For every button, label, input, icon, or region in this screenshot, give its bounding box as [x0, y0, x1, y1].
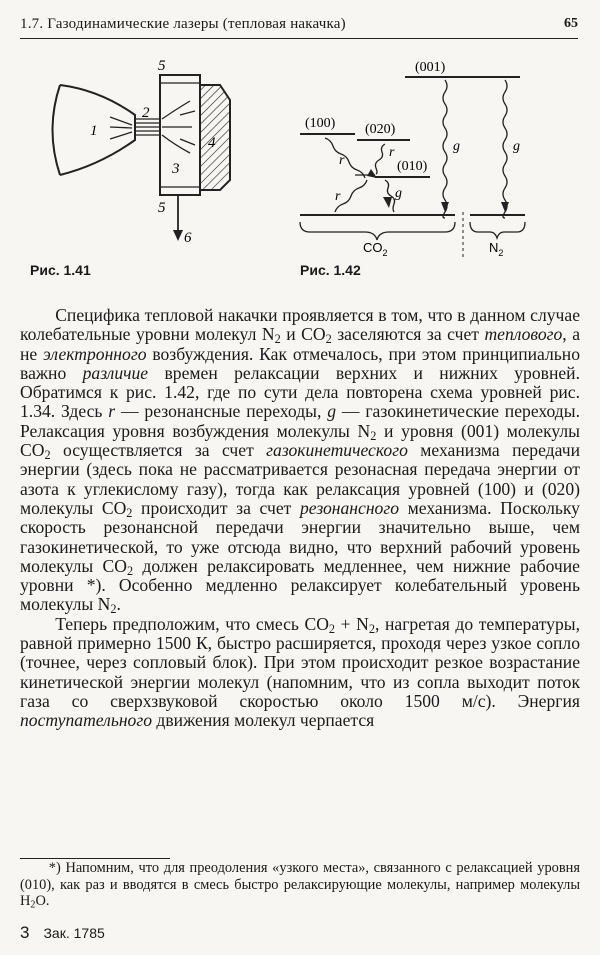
label-level-020: (020) — [365, 122, 396, 137]
label-g-010: g — [395, 186, 402, 201]
label-3: 3 — [172, 161, 180, 177]
label-r-100: r — [339, 153, 345, 168]
paragraph-1: Специфика тепловой накачки проявляется в том, что в данном случае колебательные уровни молекул $N_2$ и $CO_2$ заселяются за счет теплового, а не электронного возбуждения. Как отмечалось, при этом принципиально важно различие времен релаксации верхних и нижних уровней. Обратимся к рис. 1.42, где по сути дела повторена схема уровней рис. 1.34. Здесь r — резонансные переходы, g — газокинетические переходы. Релаксация уровня возбуждения молекулы $N_2$ и уровня (001) молекулы $CO_2$ осуществляется за счет газокинетического механизма передачи энергии (здесь пока не рассматривается резонасная передача энергии от азота к углекислому газу), тогда как релаксация уровней (100) и (020) молекулы $CO_2$ происходит за счет резонансного механизма. Поскольку скорость резонансной передачи энергии значительно выше, чем газокинетической, то уже отсюда видно, что верхний рабочий уровень молекулы $CO_2$ должен релаксировать медленнее, чем нижние рабочие уровни *). Особенно медленно релаксирует колебательный уровень молекулы $N_2$. — [20, 305, 581, 617]
label-5-bottom: 5 — [158, 200, 166, 216]
label-5-top: 5 — [158, 58, 166, 74]
footnote-rule — [20, 858, 170, 859]
brace-n2 — [470, 222, 525, 238]
nozzle-horn — [60, 85, 135, 175]
paragraph-2: Теперь предположим, что смесь $CO_2 + N_2$, нагретая до температуры, равной примерно 1500 К, быстро расширяется, проходя через узкое сопло (точнее, через сопловый блок). При этом происходит резкое возрастание кинетической энергии молекул (напомним, что из сопла выходит поток газа со сверхзвуковой скоростью около 1500 м/с). Энергия поступательного движения молекул черпается — [20, 613, 580, 731]
transition-r-100 — [325, 138, 365, 178]
label-g-001: g — [453, 139, 460, 154]
label-4: 4 — [208, 135, 216, 151]
label-1: 1 — [90, 123, 98, 139]
label-level-010: (010) — [397, 159, 428, 174]
label-6: 6 — [184, 230, 192, 246]
transition-g-n2 — [503, 80, 507, 218]
label-2: 2 — [142, 105, 150, 121]
transition-r-020 — [375, 144, 385, 174]
transition-g-001 — [443, 80, 447, 218]
label-g-n2: g — [513, 139, 520, 154]
transition-g-010 — [385, 180, 395, 212]
figure-1-42 — [295, 52, 565, 267]
page-number: 65 — [564, 16, 578, 31]
label-r-020: r — [389, 145, 395, 160]
label-level-100: (100) — [305, 116, 336, 131]
label-level-001: (001) — [415, 60, 446, 75]
brace-co2 — [300, 222, 455, 240]
label-n2: $N_2$ — [489, 240, 504, 258]
footnote: *) Напомним, что для преодоления «узкого места», связанного с релаксацией уровня (010), как раз и вводятся в смесь быстро релаксирующие молекулы, например молекулы $H_2O$. — [20, 860, 580, 911]
cavity-box — [160, 75, 200, 195]
printer-signature — [20, 923, 105, 943]
order-number: Зак. 1785 — [43, 925, 105, 941]
running-header — [20, 8, 578, 39]
body-text — [20, 306, 580, 731]
label-co2: $CO_2$ — [363, 240, 388, 258]
figure-1-41 — [40, 55, 260, 255]
figure-1-42-caption: Рис. 1.42 — [300, 262, 361, 278]
chapter-title: 1.7. Газодинамические лазеры (тепловая накачка) — [20, 16, 346, 32]
label-r-010: r — [335, 189, 341, 204]
figure-1-41-caption: Рис. 1.41 — [30, 262, 91, 278]
signature-mark: 3 — [20, 923, 30, 942]
